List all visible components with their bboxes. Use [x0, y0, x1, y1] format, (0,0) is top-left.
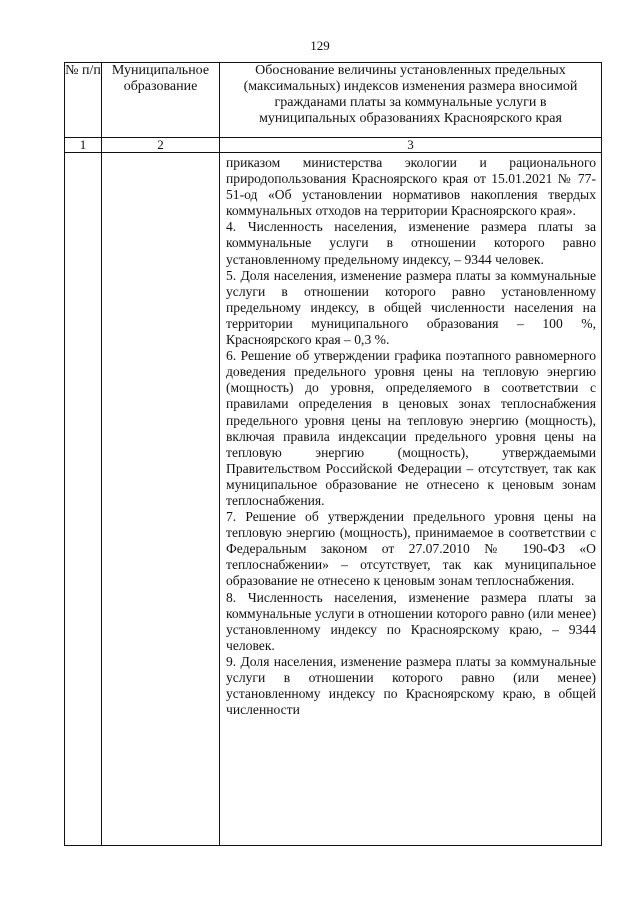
- table-header-row: [65, 63, 602, 138]
- paragraph-item-7: 7. Решение об утверждении предельного уровня цены на тепловую энергию (мощность), принимаемое в соответствии с Федеральным законом от 27.07.2010 № 190-ФЗ «О теплоснабжении» – отсутствует, так как муниципальное образование не отнесено к ценовым зонам теплоснабжения.: [226, 509, 596, 589]
- table-row: [65, 153, 602, 846]
- paragraph-item-6: 6. Решение об утверждении графика поэтапного равномерного доведения предельного уровня цены на тепловую энергию (мощность) до уровня, определяемого в соответствии с правилами определения в ценовых зонах теплоснабжения предельного уровня цены на тепловую энергию (мощность), включая правила индексации предельного уровня цены на тепловую энергию (мощность), утверждаемыми Правительством Российской Федерации – отсутствует, так как муниципальное образование не отнесено к ценовым зонам теплоснабжения.: [226, 348, 596, 508]
- row-justification-cell: [220, 153, 602, 846]
- justification-table: [64, 62, 602, 846]
- header-municipality: Муниципальное образование: [102, 63, 220, 138]
- row-number-cell: [65, 153, 102, 846]
- paragraph-order-reference: приказом министерства экологии и рационального природопользования Красноярского края от 15.01.2021 № 77-51-од «Об установлении нормативов накопления твердых коммунальных отходов на территории Красноярского края».: [226, 155, 596, 219]
- row-municipality-cell: [102, 153, 220, 846]
- paragraph-item-9: 9. Доля населения, изменение размера платы за коммунальные услуги в отношении которого равно (или менее) установленному индексу по Красноярскому краю, в общей численности: [226, 653, 596, 718]
- paragraph-item-8: 8. Численность населения, изменение размера платы за коммунальные услуги в отношении которого равно (или менее) установленному индексу по Красноярскому краю, – 9344 человек.: [226, 589, 596, 653]
- paragraph-item-5: 5. Доля населения, изменение размера платы за коммунальные услуги в отношении которого равно установленному предельному индексу, в общей численности населения на территории муниципального образования – 100 %, Красноярского края – 0,3 %.: [226, 267, 596, 348]
- header-number: № п/п: [65, 63, 102, 138]
- column-numbers-row: [65, 138, 602, 153]
- header-justification: Обоснование величины установленных предельных (максимальных) индексов изменения размера вносимой гражданами платы за коммунальные услуги в муниципальных образованиях Красноярского края: [220, 63, 602, 138]
- paragraph-item-4: 4. Численность населения, изменение размера платы за коммунальные услуги в отношении которого равно установленному предельному индексу, – 9344 человек.: [226, 219, 596, 267]
- column-number-1: 1: [65, 138, 102, 153]
- page-number: 129: [310, 38, 330, 53]
- column-number-2: 2: [102, 138, 220, 153]
- column-number-3: 3: [220, 138, 602, 153]
